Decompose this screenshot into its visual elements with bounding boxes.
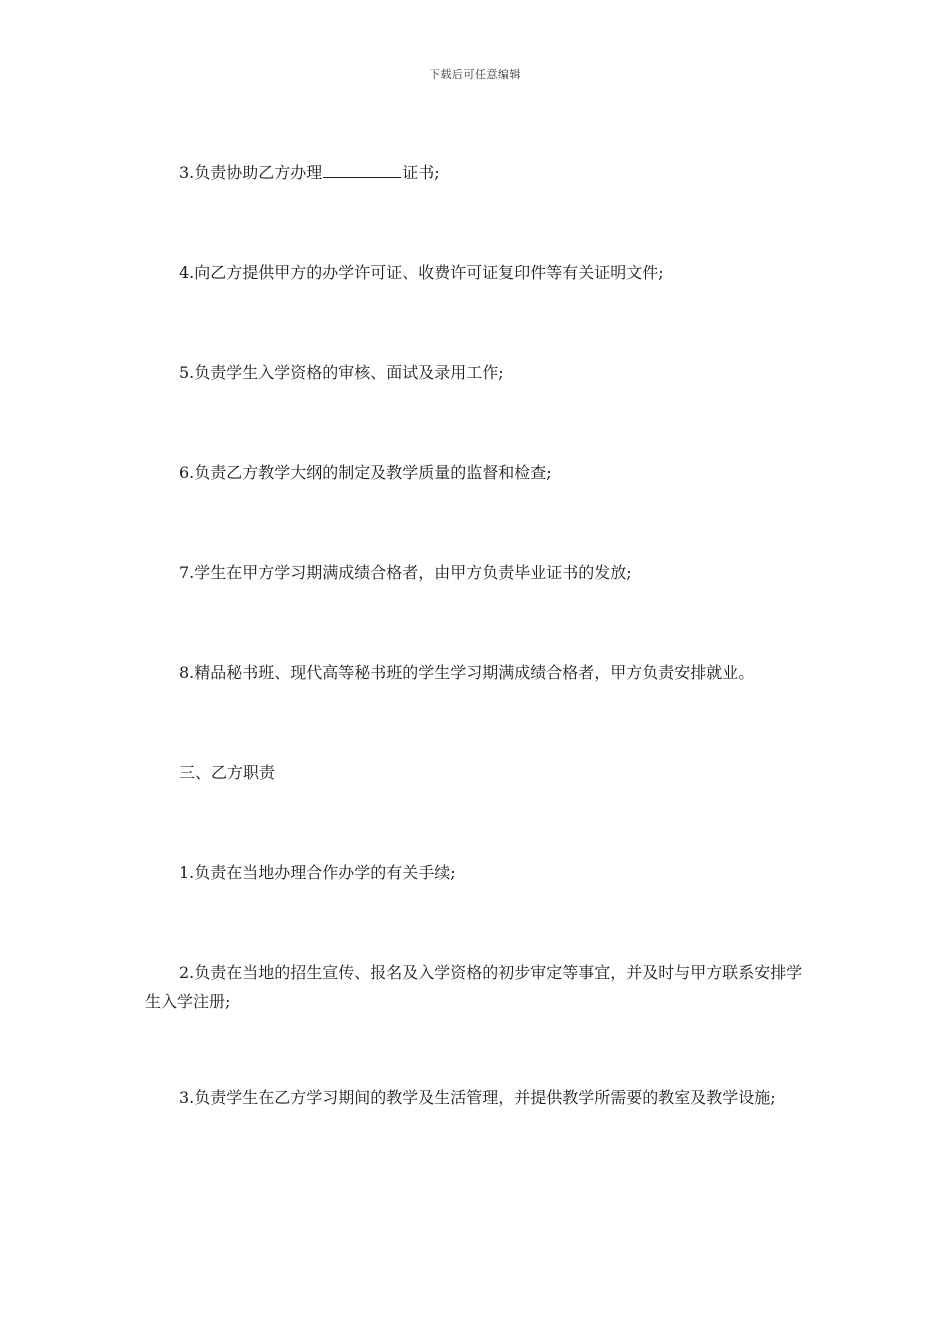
paragraph-duty-5: 5.负责学生入学资格的审核、面试及录用工作;	[179, 363, 504, 382]
paragraph-duty-7: 7.学生在甲方学习期满成绩合格者，由甲方负责毕业证书的发放;	[179, 563, 632, 582]
paragraph-duty-4: 4.向乙方提供甲方的办学许可证、收费许可证复印件等有关证明文件;	[179, 263, 664, 282]
paragraph-text: 证书;	[402, 163, 440, 182]
paragraph-duty-8: 8.精品秘书班、现代高等秘书班的学生学习期满成绩合格者，甲方负责安排就业。	[179, 663, 755, 682]
paragraph-duty-3-certificate	[145, 158, 810, 187]
paragraph-b-duty-3: 3.负责学生在乙方学习期间的教学及生活管理，并提供教学所需要的教室及教学设施;	[179, 1088, 776, 1107]
paragraph-text: 3.负责协助乙方办理	[179, 163, 323, 182]
paragraph-b-duty-1: 1.负责在当地办理合作办学的有关手续;	[179, 863, 456, 882]
paragraph-duty-6: 6.负责乙方教学大纲的制定及教学质量的监督和检查;	[179, 463, 552, 482]
paragraph-b-duty-2: 2.负责在当地的招生宣传、报名及入学资格的初步审定等事宜，并及时与甲方联系安排学生入学注册;	[145, 963, 803, 1011]
page-header: 下载后可任意编辑	[429, 68, 521, 81]
fill-in-blank	[323, 163, 401, 178]
section-heading-party-b-duties: 三、乙方职责	[179, 763, 276, 782]
